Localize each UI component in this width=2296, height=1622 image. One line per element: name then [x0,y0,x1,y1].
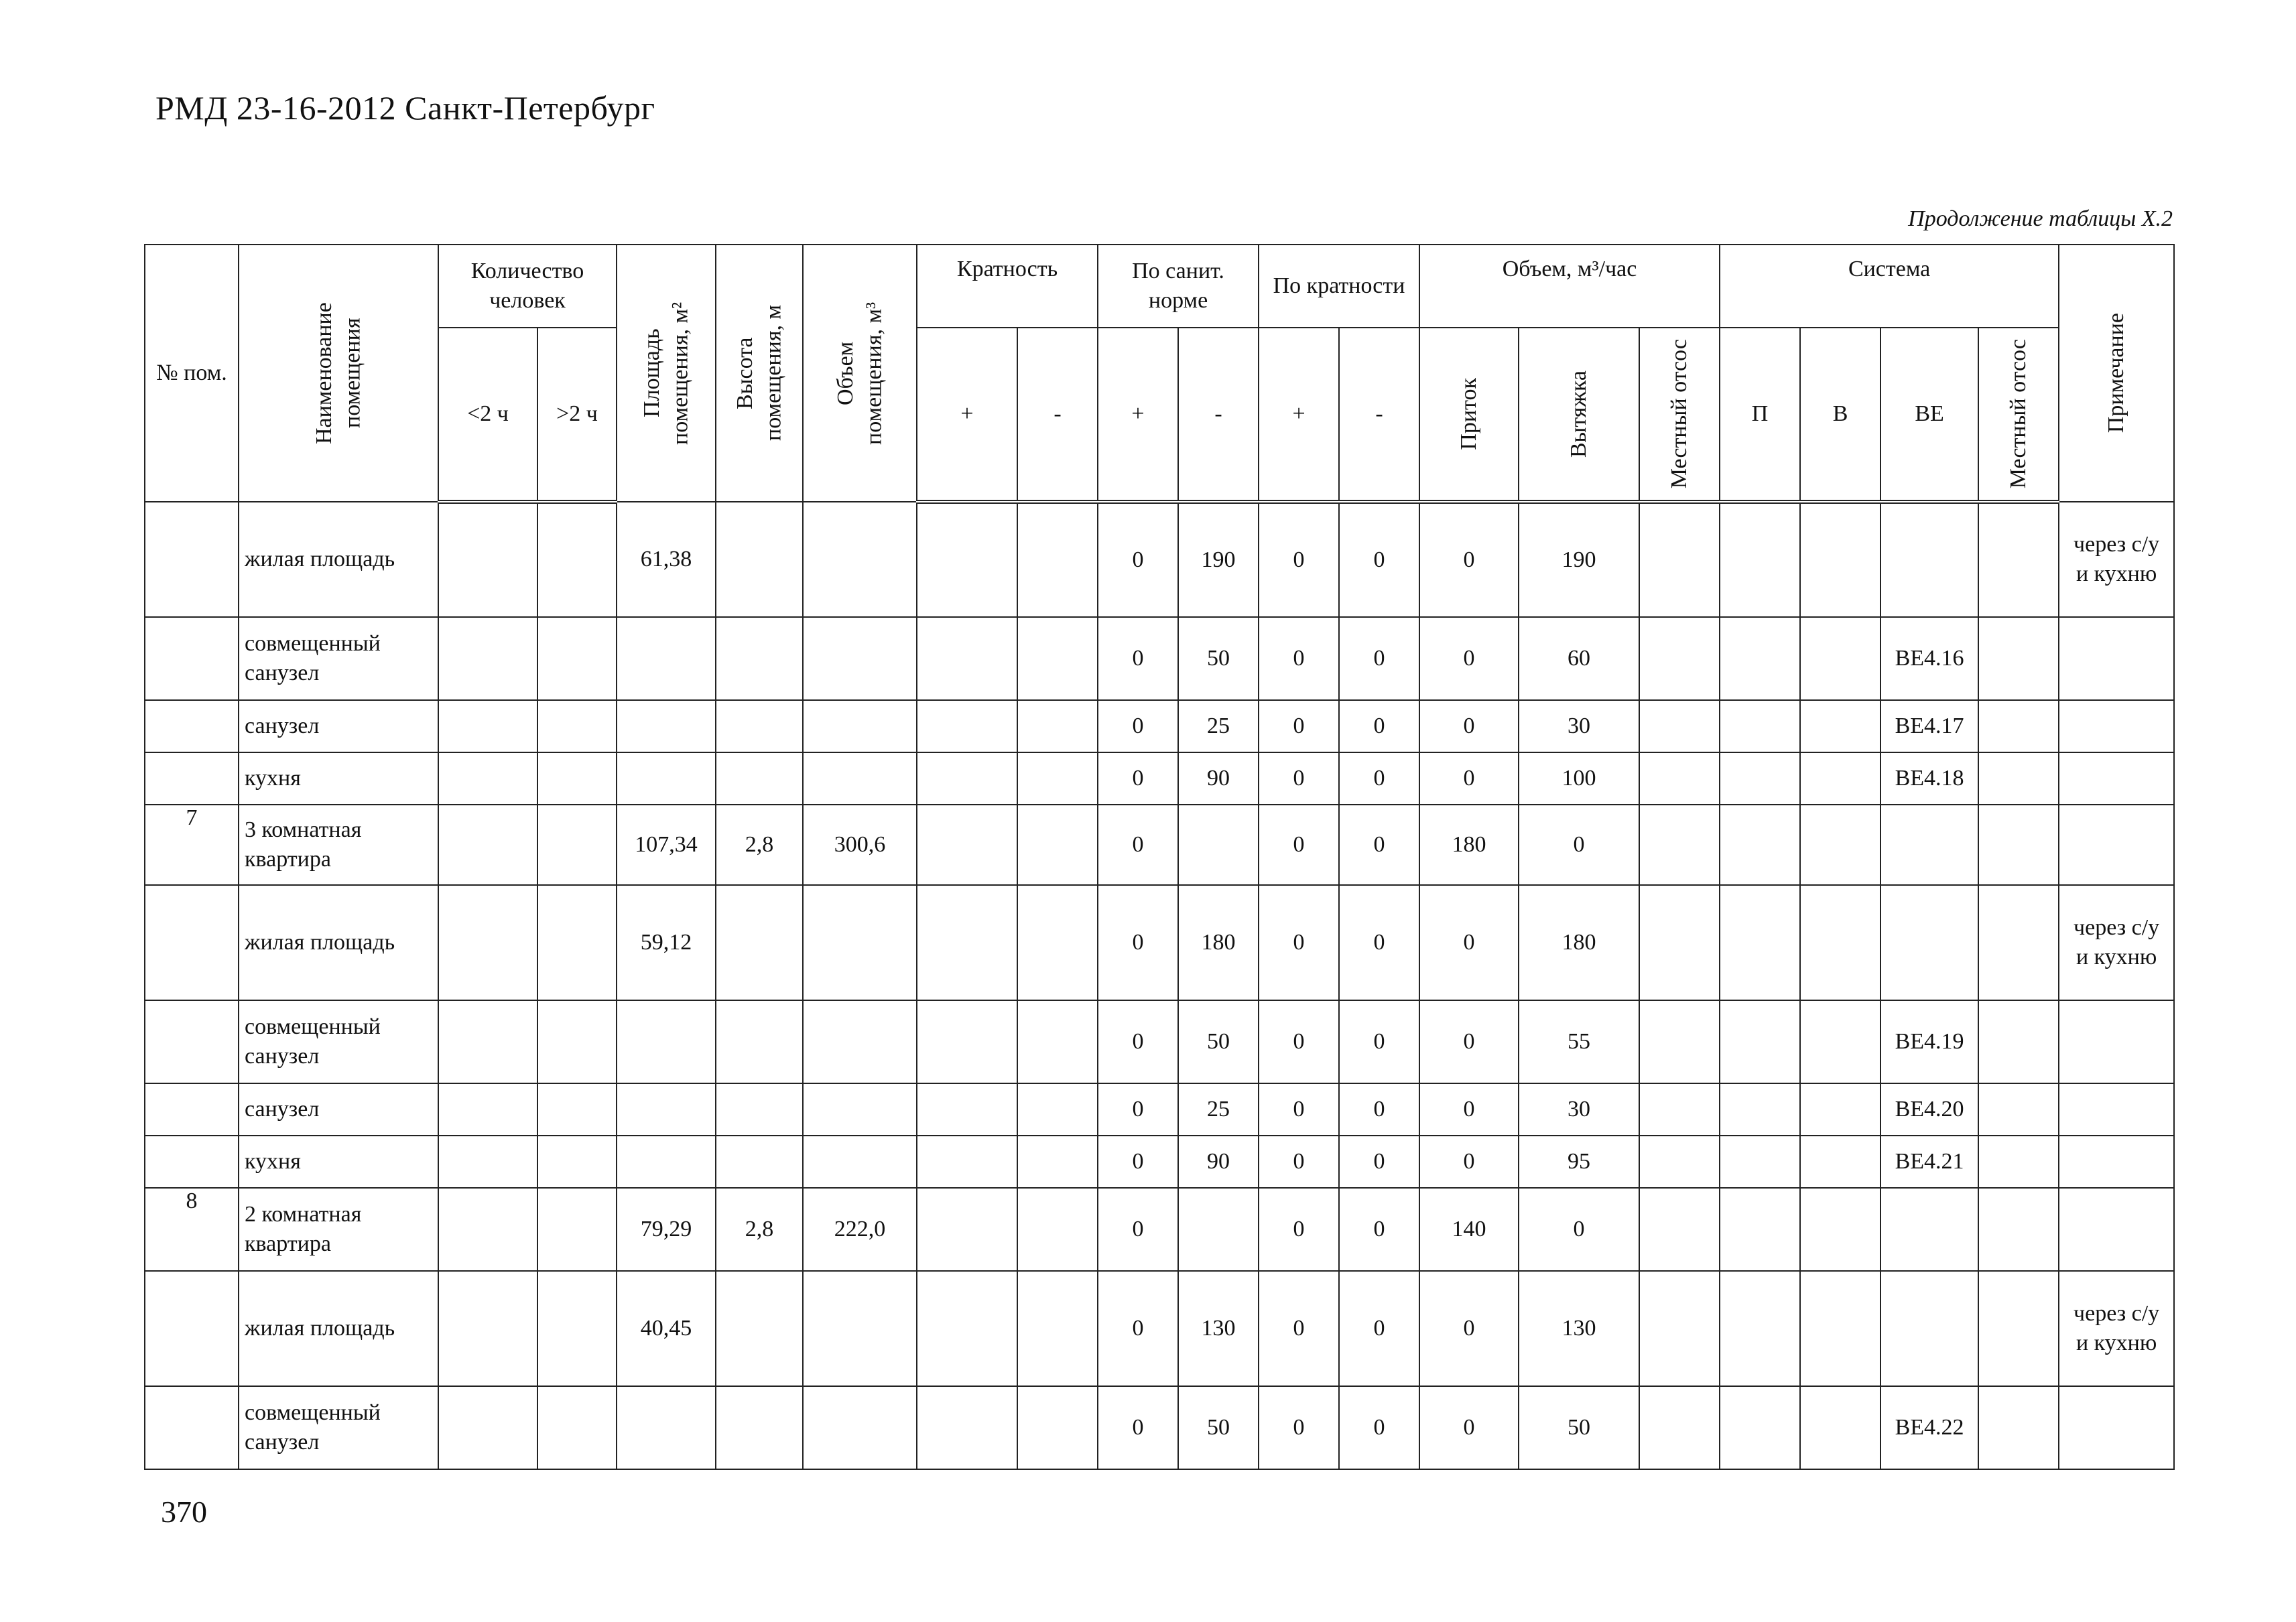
cell-krat-plus: 0 [1259,1188,1339,1271]
cell-area: 59,12 [617,885,716,1000]
cell-area: 107,34 [617,805,716,885]
table-row [145,1188,2174,1271]
header-system-p: П [1720,328,1800,502]
header-volume: Объем помещения, м³ [803,245,917,502]
cell-gt2h [537,1083,617,1136]
cell-system-p [1720,1083,1800,1136]
cell-height [716,502,803,617]
cell-system-v [1800,1083,1880,1136]
cell-krat-minus: 0 [1339,1188,1419,1271]
cell-note [2059,805,2174,885]
cell-note [2059,1188,2174,1271]
cell-room-no [145,1083,239,1136]
cell-supply: 0 [1419,1083,1519,1136]
cell-supply: 0 [1419,1271,1519,1386]
cell-mult-minus [1017,1136,1098,1188]
table-row [145,1136,2174,1188]
cell-mult-plus [917,1136,1017,1188]
document-header-title: РМД 23-16-2012 Санкт-Петербург [155,89,655,127]
cell-height [716,1083,803,1136]
cell-system-ve [1880,805,1978,885]
cell-san-plus: 0 [1098,502,1178,617]
cell-exhaust: 55 [1519,1000,1639,1083]
cell-lt2h [438,1083,537,1136]
cell-local [1639,805,1720,885]
cell-gt2h [537,1188,617,1271]
cell-system-ve: BE4.17 [1880,700,1978,752]
cell-note [2059,1136,2174,1188]
cell-note [2059,1386,2174,1469]
cell-san-minus: 50 [1178,617,1259,700]
cell-system-v [1800,805,1880,885]
table-row [145,885,2174,1000]
cell-room-name: 2 комнатная квартира [239,1188,438,1271]
cell-system-ve [1880,1271,1978,1386]
cell-system-p [1720,1271,1800,1386]
cell-san-plus: 0 [1098,1188,1178,1271]
header-system: Система [1720,245,2059,328]
table-row [145,1271,2174,1386]
cell-mult-minus [1017,617,1098,700]
page-number: 370 [161,1495,207,1529]
cell-gt2h [537,1000,617,1083]
cell-supply: 0 [1419,1000,1519,1083]
cell-krat-plus: 0 [1259,1136,1339,1188]
cell-krat-plus: 0 [1259,502,1339,617]
cell-san-plus: 0 [1098,1000,1178,1083]
table-row [145,805,2174,885]
header-exhaust: Вытяжка [1519,328,1639,502]
header-multiplicity-minus: - [1017,328,1098,502]
header-sanit-plus: + [1098,328,1178,502]
cell-system-v [1800,885,1880,1000]
cell-local [1639,1136,1720,1188]
cell-system-local [1978,502,2059,617]
cell-gt2h [537,700,617,752]
cell-gt2h [537,752,617,805]
cell-system-ve [1880,1188,1978,1271]
cell-krat-minus: 0 [1339,752,1419,805]
cell-system-local [1978,1136,2059,1188]
cell-volume [803,1000,917,1083]
header-lt2h: <2 ч [438,328,537,502]
cell-gt2h [537,805,617,885]
cell-area [617,617,716,700]
cell-lt2h [438,885,537,1000]
cell-volume [803,502,917,617]
cell-exhaust: 0 [1519,1188,1639,1271]
cell-room-no [145,752,239,805]
cell-lt2h [438,1386,537,1469]
cell-note: через с/у и кухню [2059,885,2174,1000]
cell-mult-plus [917,700,1017,752]
cell-krat-minus: 0 [1339,700,1419,752]
cell-note [2059,700,2174,752]
cell-volume: 222,0 [803,1188,917,1271]
cell-room-no [145,700,239,752]
cell-mult-minus [1017,1083,1098,1136]
cell-krat-plus: 0 [1259,1000,1339,1083]
cell-volume [803,1083,917,1136]
cell-system-v [1800,1136,1880,1188]
cell-san-plus: 0 [1098,1386,1178,1469]
cell-system-ve: BE4.18 [1880,752,1978,805]
cell-system-ve: BE4.22 [1880,1386,1978,1469]
cell-krat-plus: 0 [1259,1083,1339,1136]
cell-volume: 300,6 [803,805,917,885]
cell-system-ve: BE4.20 [1880,1083,1978,1136]
header-area: Площадь помещения, м² [617,245,716,502]
cell-height [716,617,803,700]
cell-system-local [1978,700,2059,752]
cell-system-p [1720,805,1800,885]
cell-height [716,1271,803,1386]
cell-system-local [1978,617,2059,700]
cell-room-no [145,885,239,1000]
header-multiplicity-plus: + [917,328,1017,502]
cell-system-v [1800,502,1880,617]
cell-area [617,1386,716,1469]
cell-krat-plus: 0 [1259,885,1339,1000]
header-air-volume: Объем, м³/час [1419,245,1720,328]
cell-mult-plus [917,805,1017,885]
cell-area [617,700,716,752]
cell-mult-plus [917,617,1017,700]
cell-krat-minus: 0 [1339,1386,1419,1469]
cell-krat-plus: 0 [1259,752,1339,805]
cell-san-minus [1178,1188,1259,1271]
cell-gt2h [537,617,617,700]
cell-room-name: жилая площадь [239,1271,438,1386]
cell-mult-minus [1017,700,1098,752]
header-people-count: Количество человек [438,245,617,328]
cell-krat-minus: 0 [1339,1271,1419,1386]
cell-system-local [1978,885,2059,1000]
cell-system-ve [1880,502,1978,617]
table-continuation-caption: Продолжение таблицы Х.2 [1908,206,2173,231]
header-note: Примечание [2059,245,2174,502]
cell-san-plus: 0 [1098,1083,1178,1136]
cell-local [1639,752,1720,805]
header-room-name: Наименование помещения [239,245,438,502]
cell-system-p [1720,752,1800,805]
cell-system-p [1720,1188,1800,1271]
cell-area [617,752,716,805]
cell-exhaust: 30 [1519,700,1639,752]
cell-san-plus: 0 [1098,1271,1178,1386]
cell-san-minus: 50 [1178,1000,1259,1083]
cell-room-name: жилая площадь [239,885,438,1000]
cell-krat-plus: 0 [1259,617,1339,700]
cell-lt2h [438,700,537,752]
cell-krat-minus: 0 [1339,885,1419,1000]
cell-system-p [1720,617,1800,700]
cell-system-v [1800,752,1880,805]
cell-local [1639,1083,1720,1136]
table-row [145,617,2174,700]
cell-height: 2,8 [716,805,803,885]
cell-local [1639,1386,1720,1469]
cell-lt2h [438,617,537,700]
cell-room-name: совмещенный санузел [239,1386,438,1469]
cell-san-plus: 0 [1098,700,1178,752]
cell-volume [803,752,917,805]
cell-system-ve [1880,885,1978,1000]
cell-mult-plus [917,885,1017,1000]
cell-area: 61,38 [617,502,716,617]
cell-san-minus: 90 [1178,1136,1259,1188]
cell-krat-plus: 0 [1259,1271,1339,1386]
cell-room-no [145,1000,239,1083]
cell-san-minus: 50 [1178,1386,1259,1469]
cell-mult-plus [917,1083,1017,1136]
cell-mult-plus [917,1188,1017,1271]
cell-lt2h [438,1000,537,1083]
table-row [145,1000,2174,1083]
cell-local [1639,502,1720,617]
cell-san-minus: 25 [1178,700,1259,752]
cell-system-p [1720,700,1800,752]
header-system-local-suction: Местный отсос [1978,328,2059,502]
cell-lt2h [438,502,537,617]
cell-mult-minus [1017,752,1098,805]
cell-exhaust: 30 [1519,1083,1639,1136]
cell-exhaust: 0 [1519,805,1639,885]
table-row [145,700,2174,752]
cell-system-v [1800,617,1880,700]
table-row [145,1386,2174,1469]
cell-krat-minus: 0 [1339,1136,1419,1188]
cell-height [716,1386,803,1469]
cell-height [716,700,803,752]
cell-san-minus [1178,805,1259,885]
header-by-multiplicity: По кратности [1259,245,1419,328]
cell-exhaust: 130 [1519,1271,1639,1386]
cell-height [716,752,803,805]
cell-system-p [1720,885,1800,1000]
cell-room-name: совмещенный санузел [239,617,438,700]
cell-volume [803,1136,917,1188]
cell-mult-minus [1017,885,1098,1000]
cell-krat-plus: 0 [1259,700,1339,752]
cell-volume [803,700,917,752]
cell-area: 79,29 [617,1188,716,1271]
cell-gt2h [537,1386,617,1469]
cell-system-local [1978,1083,2059,1136]
cell-room-no [145,1136,239,1188]
cell-mult-minus [1017,805,1098,885]
cell-san-plus: 0 [1098,1136,1178,1188]
cell-system-v [1800,1271,1880,1386]
cell-local [1639,885,1720,1000]
cell-system-local [1978,752,2059,805]
cell-exhaust: 190 [1519,502,1639,617]
cell-san-plus: 0 [1098,805,1178,885]
cell-room-no [145,502,239,617]
cell-exhaust: 180 [1519,885,1639,1000]
cell-mult-minus [1017,502,1098,617]
cell-supply: 0 [1419,1386,1519,1469]
cell-krat-plus: 0 [1259,805,1339,885]
cell-note: через с/у и кухню [2059,502,2174,617]
cell-krat-minus: 0 [1339,1000,1419,1083]
cell-krat-plus: 0 [1259,1386,1339,1469]
header-room-no: № пом. [145,245,239,502]
cell-local [1639,1188,1720,1271]
header-height: Высота помещения, м [716,245,803,502]
cell-exhaust: 100 [1519,752,1639,805]
cell-room-name: санузел [239,1083,438,1136]
cell-volume [803,885,917,1000]
cell-system-local [1978,1000,2059,1083]
cell-room-no [145,1271,239,1386]
cell-lt2h [438,1188,537,1271]
cell-exhaust: 95 [1519,1136,1639,1188]
cell-system-p [1720,502,1800,617]
cell-system-local [1978,805,2059,885]
cell-lt2h [438,1271,537,1386]
header-system-ve: ВЕ [1880,328,1978,502]
cell-system-local [1978,1271,2059,1386]
cell-supply: 0 [1419,700,1519,752]
ventilation-table [144,244,2175,1470]
cell-volume [803,1386,917,1469]
cell-height [716,885,803,1000]
cell-area: 40,45 [617,1271,716,1386]
cell-krat-minus: 0 [1339,502,1419,617]
cell-height [716,1136,803,1188]
cell-room-name: жилая площадь [239,502,438,617]
cell-supply: 0 [1419,617,1519,700]
cell-height [716,1000,803,1083]
cell-san-minus: 90 [1178,752,1259,805]
header-sanit-minus: - [1178,328,1259,502]
cell-krat-minus: 0 [1339,617,1419,700]
cell-height: 2,8 [716,1188,803,1271]
cell-gt2h [537,885,617,1000]
header-supply: Приток [1419,328,1519,502]
cell-area [617,1083,716,1136]
cell-note [2059,617,2174,700]
cell-mult-minus [1017,1188,1098,1271]
cell-room-name: санузел [239,700,438,752]
cell-local [1639,617,1720,700]
cell-area [617,1136,716,1188]
cell-room-name: совмещенный санузел [239,1000,438,1083]
cell-supply: 180 [1419,805,1519,885]
cell-system-v [1800,700,1880,752]
cell-system-ve: BE4.19 [1880,1000,1978,1083]
cell-room-no [145,1386,239,1469]
cell-volume [803,617,917,700]
cell-system-p [1720,1000,1800,1083]
cell-room-no: 8 [145,1188,239,1271]
cell-san-plus: 0 [1098,885,1178,1000]
header-by-sanit-norm: По санит. норме [1098,245,1259,328]
cell-local [1639,700,1720,752]
cell-lt2h [438,1136,537,1188]
cell-gt2h [537,502,617,617]
cell-gt2h [537,1271,617,1386]
cell-note [2059,1083,2174,1136]
header-local-suction: Местный отсос [1639,328,1720,502]
cell-volume [803,1271,917,1386]
cell-local [1639,1000,1720,1083]
cell-san-minus: 130 [1178,1271,1259,1386]
header-gt2h: >2 ч [537,328,617,502]
cell-supply: 0 [1419,885,1519,1000]
cell-local [1639,1271,1720,1386]
cell-note [2059,1000,2174,1083]
header-krat-minus: - [1339,328,1419,502]
header-multiplicity: Кратность [917,245,1098,328]
cell-lt2h [438,752,537,805]
cell-san-minus: 180 [1178,885,1259,1000]
cell-krat-minus: 0 [1339,1083,1419,1136]
cell-mult-plus [917,502,1017,617]
table-row [145,752,2174,805]
cell-room-name: 3 комнатная квартира [239,805,438,885]
cell-mult-minus [1017,1271,1098,1386]
cell-system-local [1978,1386,2059,1469]
cell-system-local [1978,1188,2059,1271]
cell-san-plus: 0 [1098,617,1178,700]
cell-room-no [145,617,239,700]
cell-room-name: кухня [239,752,438,805]
cell-system-v [1800,1188,1880,1271]
cell-supply: 0 [1419,502,1519,617]
cell-lt2h [438,805,537,885]
cell-mult-plus [917,1386,1017,1469]
cell-system-ve: BE4.16 [1880,617,1978,700]
cell-mult-plus [917,752,1017,805]
cell-note [2059,752,2174,805]
cell-mult-minus [1017,1386,1098,1469]
header-system-v: В [1800,328,1880,502]
cell-system-p [1720,1386,1800,1469]
cell-system-v [1800,1386,1880,1469]
cell-san-plus: 0 [1098,752,1178,805]
cell-area [617,1000,716,1083]
cell-system-v [1800,1000,1880,1083]
cell-san-minus: 25 [1178,1083,1259,1136]
cell-room-no: 7 [145,805,239,885]
cell-mult-plus [917,1271,1017,1386]
cell-supply: 140 [1419,1188,1519,1271]
cell-krat-minus: 0 [1339,805,1419,885]
cell-supply: 0 [1419,752,1519,805]
cell-system-p [1720,1136,1800,1188]
cell-mult-plus [917,1000,1017,1083]
cell-exhaust: 50 [1519,1386,1639,1469]
header-krat-plus: + [1259,328,1339,502]
cell-room-name: кухня [239,1136,438,1188]
cell-san-minus: 190 [1178,502,1259,617]
cell-mult-minus [1017,1000,1098,1083]
cell-system-ve: BE4.21 [1880,1136,1978,1188]
cell-exhaust: 60 [1519,617,1639,700]
table-row [145,502,2174,617]
cell-gt2h [537,1136,617,1188]
cell-note: через с/у и кухню [2059,1271,2174,1386]
cell-supply: 0 [1419,1136,1519,1188]
table-row [145,1083,2174,1136]
